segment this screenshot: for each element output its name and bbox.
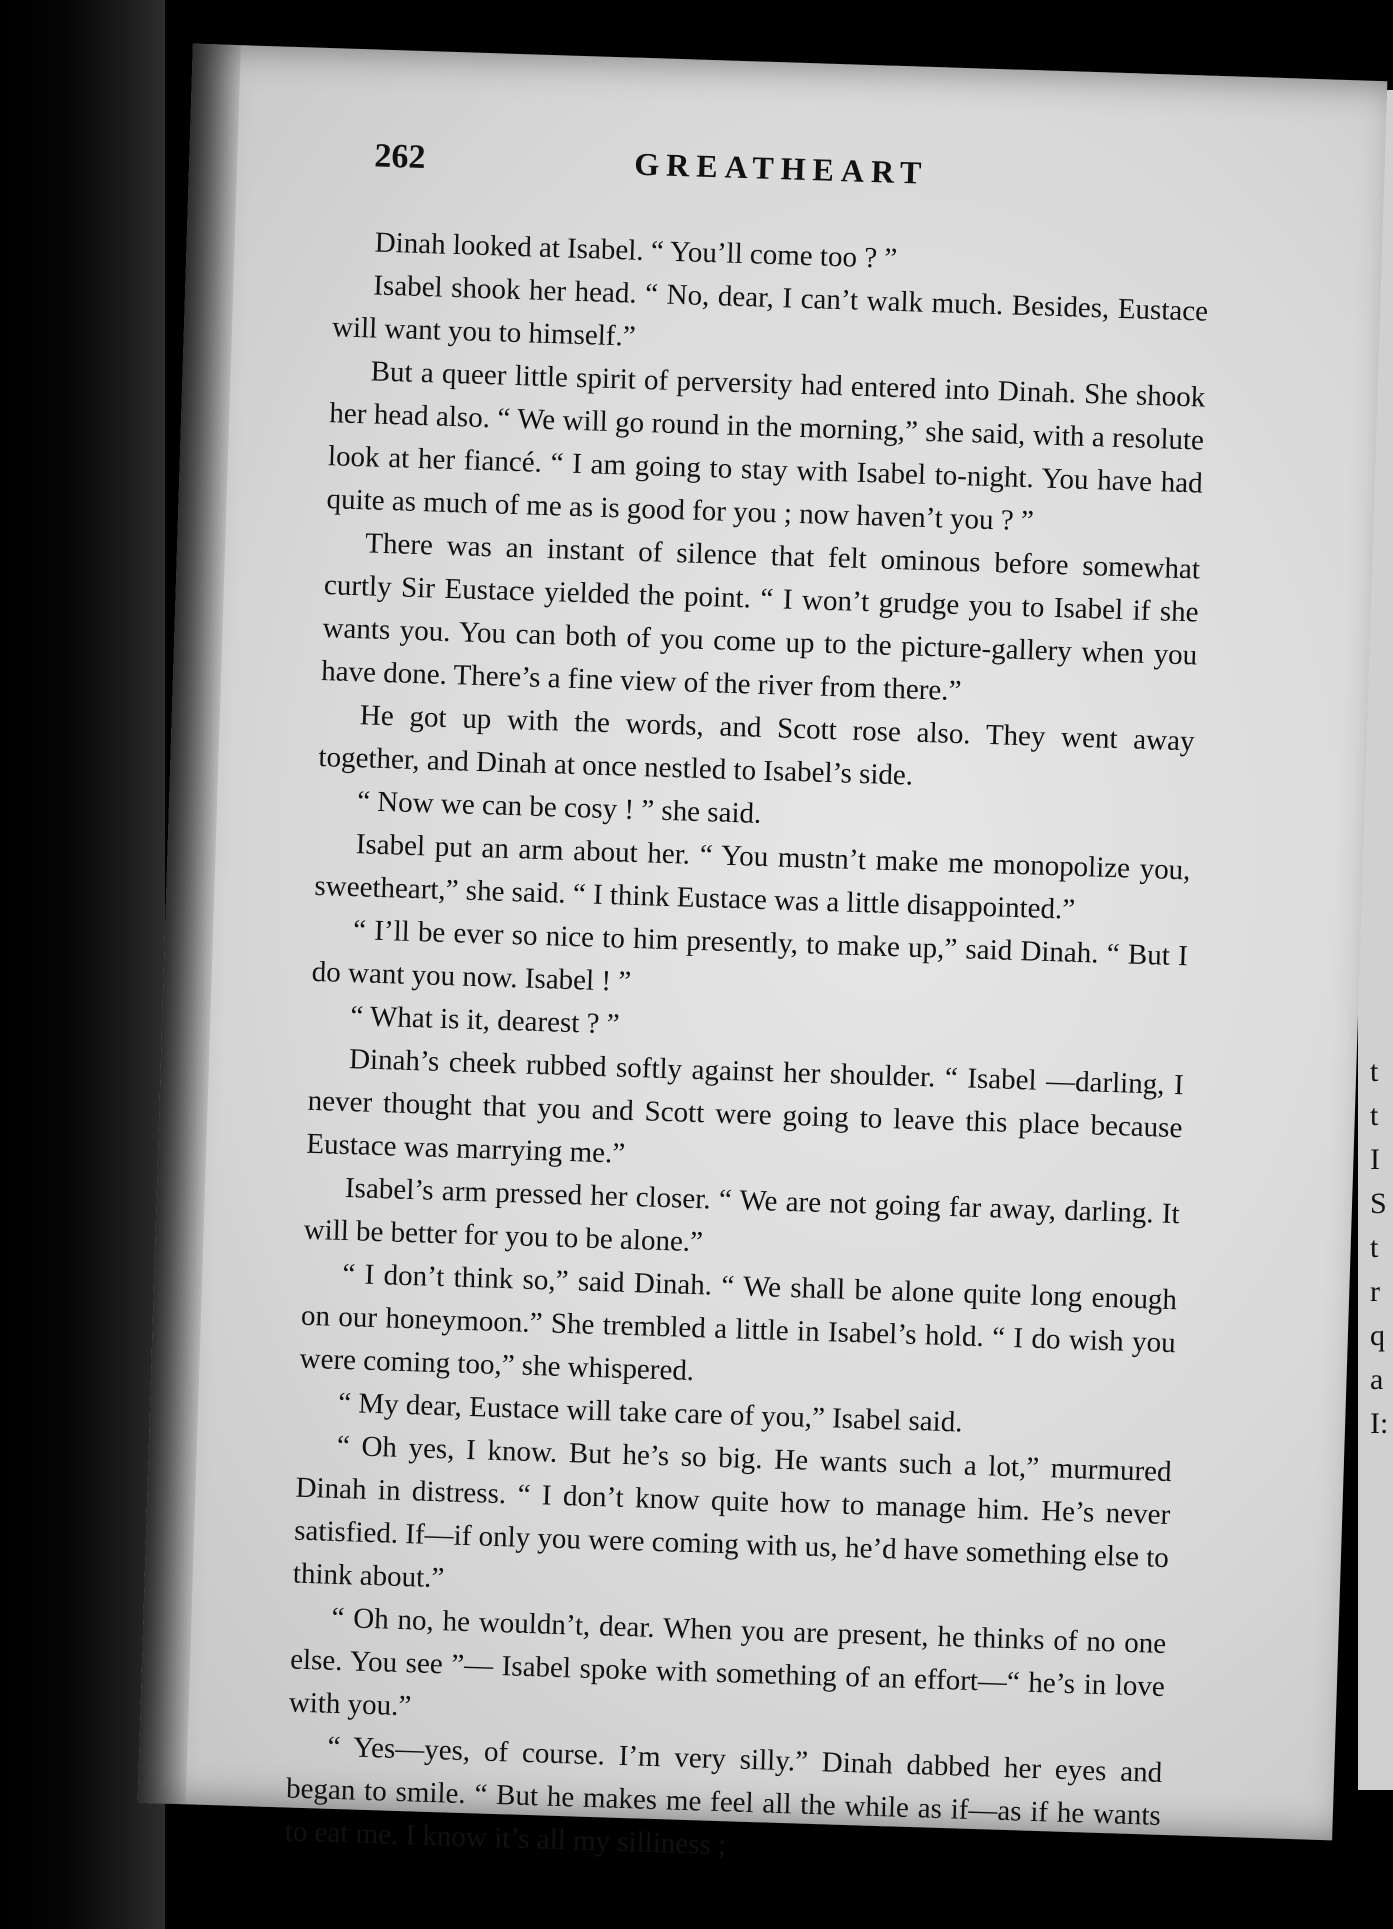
paragraph: “ I’ll be ever so nice to him presently, to make up,” said Dinah. “ But I do want you now. Isabel ! ”: [311, 914, 1189, 998]
paragraph: Isabel shook her head. “ No, dear, I can’t walk much. Besides, Eustace will want you to himself.”: [331, 269, 1209, 353]
paragraph: But a queer little spirit of perversity had entered into Dinah. She shook her head also. “ We will go round in the morning,” she said, with a resolute look at her fiancé. “ I am going to stay with Isabel to-night. You have had quite as much of me as is good for you ; now haven’t you ? ”: [326, 355, 1206, 538]
paragraph: “ What is it, dearest ? ”: [349, 1000, 621, 1041]
body-text: [284, 220, 1210, 1881]
paragraph: Dinah looked at Isabel. “ You’ll come too ? ”: [374, 226, 898, 275]
facing-fragment: S: [1370, 1187, 1387, 1220]
paragraph: Isabel’s arm pressed her closer. “ We are not going far away, darling. It will be better for you to be alone.”: [303, 1172, 1181, 1259]
paragraph: Dinah’s cheek rubbed softly against her shoulder. “ Isabel —darling, I never thought that you and Scott were going to leave this place because Eustace was marrying me.”: [305, 1043, 1185, 1170]
paragraph: “ I don’t think so,” said Dinah. “ We shall be alone quite long enough on our honeymoon.” She trembled a little in Isabel’s hold. “ I do wish you were coming too,” she whispered.: [299, 1257, 1178, 1388]
paragraph: “ Oh no, he wouldn’t, dear. When you are present, he thinks of no one else. You see ”— Isabel spoke with something of an effort—“ he’s in love with you.”: [288, 1601, 1167, 1723]
paragraph: “ Yes—yes, of course. I’m very silly.” Dinah dabbed her eyes and began to smile. “ But he makes me feel all the while as if—as if he wants to eat me. I know it’s all my silliness ;: [284, 1730, 1163, 1862]
facing-fragment: r: [1370, 1275, 1380, 1308]
paragraph: “ Oh yes, I know. But he’s so big. He wants such a lot,” murmured Dinah in distress. “ I don’t know quite how to manage him. He’s never satisfied. If—if only you were coming with us, he’d have something else to think about.”: [292, 1429, 1173, 1595]
facing-fragment: I:: [1370, 1407, 1389, 1440]
facing-fragment: I: [1370, 1143, 1380, 1176]
facing-fragment: q: [1370, 1319, 1385, 1352]
book-spine-shadow: [0, 0, 165, 1929]
paragraph: “ Now we can be cosy ! ” she said.: [356, 785, 762, 830]
page-number: 262: [373, 137, 427, 177]
paragraph: Isabel put an arm about her. “ You mustn’t make me monopolize you, sweetheart,” she said. “ I think Eustace was a little disappointed.”: [314, 828, 1191, 926]
paragraph: “ My dear, Eustace will take care of you,” Isabel said.: [337, 1386, 964, 1439]
facing-fragment: t: [1370, 1055, 1379, 1088]
facing-fragment: a: [1370, 1363, 1384, 1396]
book-page: [138, 44, 1388, 1862]
paragraph: There was an instant of silence that felt ominous before somewhat curtly Sir Eustace yielded the point. “ I won’t grudge you to Isabel if she wants you. You can both of you come up to the picture-gallery when you have done. There’s a fine view of the river from there.”: [320, 527, 1201, 708]
facing-fragment: t: [1370, 1231, 1379, 1264]
running-head: GREATHEART: [633, 145, 929, 191]
page-header: [374, 137, 1255, 215]
facing-page-fragments: [1370, 1050, 1393, 1446]
facing-fragment: t: [1370, 1099, 1379, 1132]
paragraph: He got up with the words, and Scott rose also. They went away together, and Dinah at once nestled to Isabel’s side.: [318, 699, 1196, 792]
